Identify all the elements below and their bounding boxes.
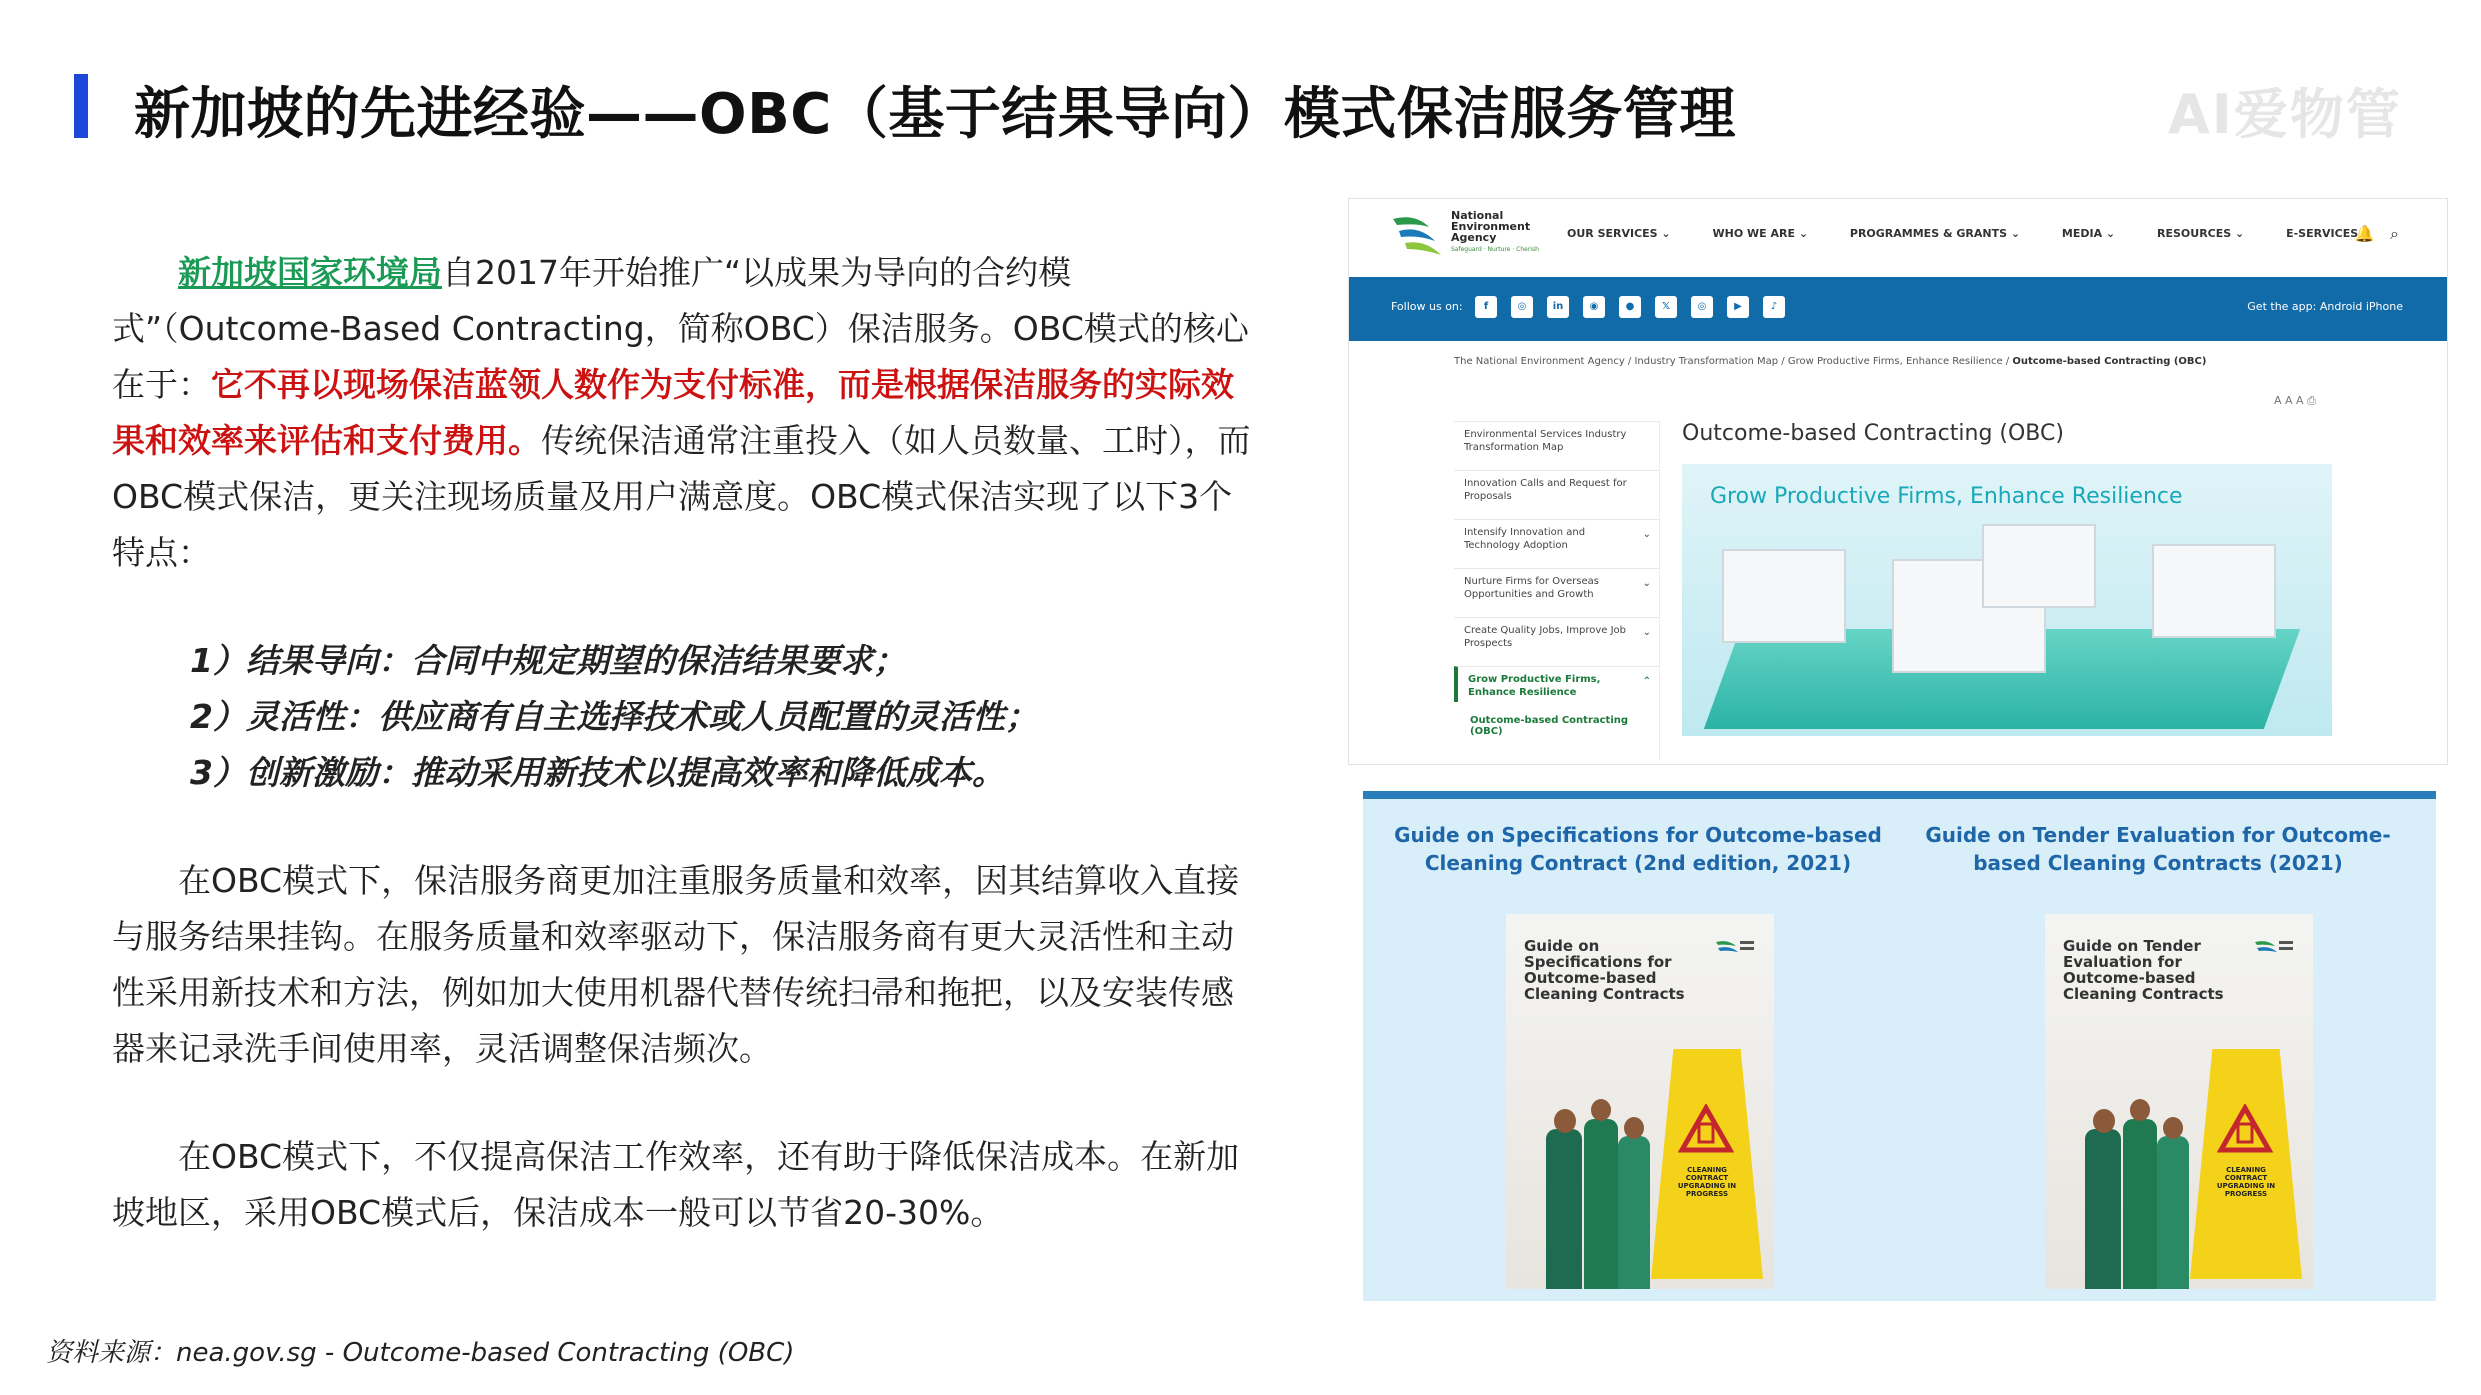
sign-text: CLEANING CONTRACT UPGRADING IN PROGRESS xyxy=(1677,1166,1737,1198)
feature-item: 2）灵活性：供应商有自主选择技术或人员配置的灵活性； xyxy=(190,697,1038,736)
source-note: 资料来源：nea.gov.sg - Outcome-based Contracting (OBC) xyxy=(46,1338,795,1368)
breadcrumb xyxy=(1454,356,2206,367)
person-head xyxy=(1591,1099,1611,1121)
warehouse-illustration xyxy=(1722,549,1846,643)
person-illustration xyxy=(1618,1136,1650,1289)
person-illustration xyxy=(2123,1119,2157,1289)
guides-panel xyxy=(1348,776,2446,1302)
social-bar xyxy=(1349,277,2447,341)
nav-e-services[interactable]: E-SERVICES xyxy=(2286,227,2359,240)
sidebar-item[interactable] xyxy=(1454,617,1659,653)
sidebar-subitem[interactable]: Outcome-based Contracting (OBC) xyxy=(1470,715,1629,737)
breadcrumb-current: Outcome-based Contracting (OBC) xyxy=(2012,356,2207,367)
sidebar-item[interactable] xyxy=(1454,568,1659,604)
feature-list xyxy=(112,633,1262,801)
guides-inner xyxy=(1363,791,2436,1301)
font-size-controls[interactable] xyxy=(2274,394,2316,408)
search-icon[interactable]: ⌕ xyxy=(2390,224,2399,243)
person-head xyxy=(2093,1109,2115,1133)
sidebar-item-active[interactable] xyxy=(1454,666,1659,702)
person-illustration xyxy=(2157,1136,2189,1289)
nav-media[interactable]: MEDIA ⌄ xyxy=(2061,227,2116,240)
nea-logo-text: National Environment Agency xyxy=(1451,209,1531,244)
nea-logo-subtitle: Safeguard · Nurture · Cherish xyxy=(1451,246,1539,253)
person-illustration xyxy=(2085,1129,2121,1289)
instagram-icon[interactable]: ◎ xyxy=(1511,296,1533,318)
intro-text-1: 自2017年开始推广“以成果为导向的合约模式”（Outcome-Based Contracting，简称OBC）保洁服务。OBC模式的核心在于： xyxy=(112,253,1249,404)
sidebar-item[interactable] xyxy=(1454,421,1659,457)
sidebar-item-label: Grow Productive Firms, Enhance Resilience xyxy=(1468,674,1601,698)
website-nav-menu xyxy=(1567,227,2396,240)
person-illustration xyxy=(1584,1119,1618,1289)
breadcrumb-trail[interactable]: The National Environment Agency / Industry Transformation Map / Grow Productive Firms, Enhance Resilience / xyxy=(1454,356,2010,367)
nea-website-screenshot xyxy=(1348,198,2448,765)
get-app-links[interactable]: Get the app: Android iPhone xyxy=(2247,300,2403,313)
chevron-up-icon: ⌃ xyxy=(1642,676,1651,687)
wet-floor-sign xyxy=(2190,1049,2302,1279)
guide-title-tender[interactable]: Guide on Tender Evaluation for Outcome-based Cleaning Contracts (2021) xyxy=(1925,823,2391,875)
person-head xyxy=(2130,1099,2150,1121)
nea-logo-icon xyxy=(1714,938,1756,960)
nav-our-services[interactable]: OUR SERVICES ⌄ xyxy=(1567,227,1671,240)
agency-link[interactable]: 新加坡国家环境局 xyxy=(178,253,442,292)
sign-text: CLEANING CONTRACT UPGRADING IN PROGRESS xyxy=(2216,1166,2276,1198)
chevron-down-icon: ⌄ xyxy=(1642,578,1651,589)
nea-logo-icon xyxy=(1389,209,1445,259)
warning-icon xyxy=(1678,1104,1734,1154)
tiktok-icon[interactable]: ♪ xyxy=(1763,296,1785,318)
brand-watermark: AI爱物管 xyxy=(2168,83,2402,146)
intro-text-2: 传统保洁通常注重投入（如人员数量、工时），而OBC模式保洁，更关注现场质量及用户满意度。OBC模式保洁实现了以下3个特点： xyxy=(112,421,1251,572)
building-illustration xyxy=(1982,524,2096,608)
guide-cover-tender[interactable] xyxy=(2045,914,2313,1289)
cover-title: Guide on Specifications for Outcome-based Cleaning Contracts xyxy=(1524,937,1685,1003)
sidebar-item[interactable] xyxy=(1454,519,1659,555)
main-text xyxy=(112,245,1262,1241)
linkedin-icon[interactable]: in xyxy=(1547,296,1569,318)
page-title: 新加坡的先进经验——OBC（基于结果导向）模式保洁服务管理 xyxy=(134,82,1736,147)
guide-title-specifications[interactable]: Guide on Specifications for Outcome-based Cleaning Contract (2nd edition, 2021) xyxy=(1394,823,1882,875)
follow-label: Follow us on: xyxy=(1391,300,1463,313)
nav-resources[interactable]: RESOURCES ⌄ xyxy=(2157,227,2245,240)
warning-icon xyxy=(2217,1104,2273,1154)
facebook-icon[interactable]: f xyxy=(1475,296,1497,318)
feature-item: 1）结果导向：合同中规定期望的保洁结果要求； xyxy=(190,641,906,680)
hero-title: Grow Productive Firms, Enhance Resilience xyxy=(1710,484,2183,509)
social-icon[interactable]: ◎ xyxy=(1691,296,1713,318)
social-icon[interactable]: ● xyxy=(1619,296,1641,318)
sidebar-item-label: Create Quality Jobs, Improve Job Prospects xyxy=(1464,625,1627,649)
website-sidebar xyxy=(1454,421,1660,761)
bell-icon[interactable]: 🔔 xyxy=(2354,224,2375,243)
control-room-illustration xyxy=(2152,544,2276,638)
sidebar-item[interactable] xyxy=(1454,470,1659,506)
person-head xyxy=(2163,1117,2183,1139)
sidebar-item-label: Intensify Innovation and Technology Adoption xyxy=(1464,527,1586,551)
nav-icons xyxy=(2355,224,2399,244)
youtube-icon[interactable]: ▶ xyxy=(1727,296,1749,318)
person-head xyxy=(1624,1117,1644,1139)
nav-who-we-are[interactable]: WHO WE ARE ⌄ xyxy=(1712,227,1809,240)
sidebar-item-label: Nurture Firms for Overseas Opportunities and Growth xyxy=(1464,576,1599,600)
wet-floor-sign xyxy=(1651,1049,1763,1279)
print-icon[interactable]: ⎙ xyxy=(2307,394,2316,407)
title-accent-bar xyxy=(74,74,88,138)
sidebar-item-label: Innovation Calls and Request for Proposals xyxy=(1464,478,1627,502)
paragraph-2 xyxy=(112,853,1262,1077)
website-navbar xyxy=(1349,199,2447,277)
paragraph-2-text: 在OBC模式下，保洁服务商更加注重服务质量和效率，因其结算收入直接与服务结果挂钩。在服务质量和效率驱动下，保洁服务商有更大灵活性和主动性采用新技术和方法，例如加大使用机器代替传统扫帚和拖把，以及安装传感器来记录洗手间使用率，灵活调整保洁频次。 xyxy=(112,861,1240,1068)
sidebar-item-label: Environmental Services Industry Transformation Map xyxy=(1464,429,1627,453)
paragraph-3 xyxy=(112,1129,1262,1241)
cover-title: Guide on Tender Evaluation for Outcome-based Cleaning Contracts xyxy=(2063,937,2224,1003)
social-icon[interactable]: ◉ xyxy=(1583,296,1605,318)
x-icon[interactable]: 𝕏 xyxy=(1655,296,1677,318)
person-illustration xyxy=(1546,1129,1582,1289)
paragraph-3-text: 在OBC模式下，不仅提高保洁工作效率，还有助于降低保洁成本。在新加坡地区，采用OBC模式后，保洁成本一般可以节省20-30%。 xyxy=(112,1137,1240,1232)
nea-logo-icon xyxy=(2253,938,2295,960)
chevron-down-icon: ⌄ xyxy=(1642,529,1651,540)
intro-highlight: 它不再以现场保洁蓝领人数作为支付标准，而是根据保洁服务的实际效果和效率来评估和支付费用。 xyxy=(112,365,1234,460)
nav-programmes-grants[interactable]: PROGRAMMES & GRANTS ⌄ xyxy=(1849,227,2021,240)
chevron-down-icon: ⌄ xyxy=(1642,627,1651,638)
font-size-labels[interactable]: A A A xyxy=(2274,394,2304,407)
web-page-heading: Outcome-based Contracting (OBC) xyxy=(1682,421,2064,446)
hero-illustration xyxy=(1682,464,2332,736)
person-head xyxy=(1554,1109,1576,1133)
intro-paragraph xyxy=(112,245,1262,581)
feature-item: 3）创新激励：推动采用新技术以提高效率和降低成本。 xyxy=(190,753,1005,792)
social-icons xyxy=(1475,296,1785,318)
guide-cover-specifications[interactable] xyxy=(1506,914,1774,1289)
